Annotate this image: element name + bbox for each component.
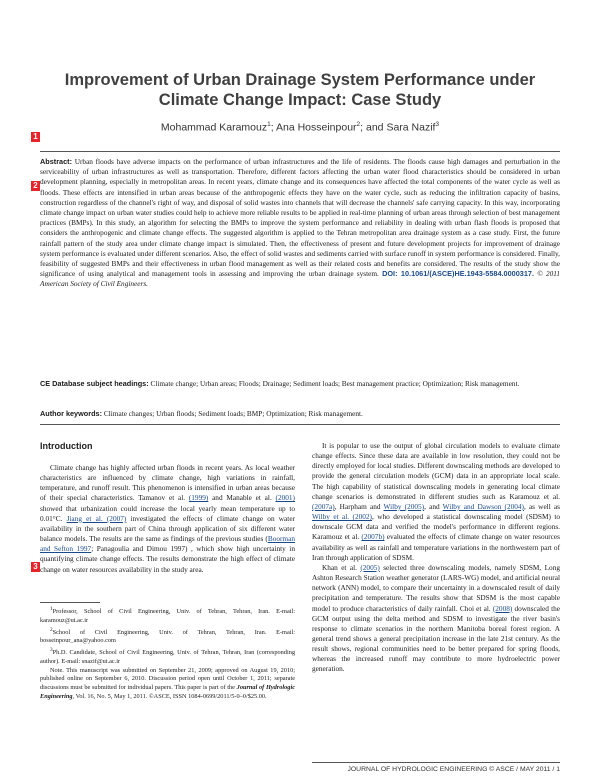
citation-link[interactable]: (2001) [275, 493, 295, 503]
citation-link[interactable]: (2007a) [312, 501, 335, 511]
citation-link[interactable]: (2008) [492, 603, 513, 613]
doi-link[interactable]: DOI: 10.1061/(ASCE)HE.1943-5584.0000317. [382, 269, 534, 279]
abstract-top-rule [40, 151, 560, 152]
affiliation-mark: 1 [267, 121, 271, 128]
right-column-body [312, 441, 560, 675]
keywords-text: Climate changes; Urban floods; Sediment loads; BMP; Optimization; Risk management. [103, 409, 363, 418]
abstract [40, 157, 560, 290]
paper-title: Improvement of Urban Drainage System Performance under Climate Change Impact: Case Study [64, 71, 536, 109]
ce-subject-headings [40, 379, 560, 389]
footnotes [40, 605, 295, 701]
body-paragraph: Khan et al. (2005) selected three downscaling models, namely SDSM, Long Ashton Research Station weather generator (LARS-WG) model, and artificial neural network (ANN) model, to compare their uncertainty in a downscaled result of daily precipitation and temperature. The results show that SDSM is the most capable model to produce characteristics of daily rainfall. Choi et al. (2008) downscaled the GCM output using the delta method and SDSM to investigate the river basin's response to climate scenarios in the northern Manitoba boreal forest region. A general trend shows a general precipitation increase in the late 21st century. As the result shows, regional communities need to be better prepared for spring floods, whereas the increased runoff may contribute to more hydroelectric power generation. [312, 562, 560, 674]
citation-link[interactable]: (2005) [360, 562, 380, 572]
annotation-marker-3[interactable]: 3 [31, 562, 40, 572]
author-name: ; and Sara Nazif [360, 121, 436, 134]
keywords-label: Author keywords: [40, 409, 103, 418]
affiliation-mark: 2 [356, 121, 361, 128]
ce-headings-label: CE Database subject headings: [40, 379, 149, 388]
citation-link[interactable]: Boorman and Sefton 1997 [40, 534, 295, 554]
left-column-body [40, 463, 295, 575]
running-footer: JOURNAL OF HYDROLOGIC ENGINEERING © ASCE / MAY 2011 / 1 [347, 766, 560, 773]
footnote-2: $^2$School of Civil Engineering, Univ. of Tehran, Tehran, Iran. E-mail: bosseinpour_ana@yahoo.com [40, 626, 295, 645]
footer-rule [312, 762, 560, 763]
citation-link[interactable]: (1999) [188, 493, 209, 503]
annotation-marker-1[interactable]: 1 [31, 132, 40, 142]
section-heading-introduction: Introduction [40, 441, 93, 451]
abstract-label: Abstract: [40, 157, 73, 166]
footnote-1: $^1$Professor, School of Civil Engineering, Univ. of Tehran, Tehran, Iran. E-mail: karamouz@ut.ac.ir [40, 606, 295, 624]
keywords-bottom-rule [40, 424, 560, 425]
copyright: © 2011 American Society of Civil Engineers. [40, 269, 561, 289]
citation-link[interactable]: Jiang et al. (2007) [66, 513, 127, 523]
submission-note: Note. This manuscript was submitted on September 21, 2009; approved on August 19, 2010; published online on September 6, 2010. Discussion period open until October 1, 2011; separate discussions must be submitted for individual papers. This paper is part of the Journal of Hydrologic Engineering, Vol. 16, No. 5, May 1, 2011. ©ASCE, ISSN 1084-0699/2011/5-0–0/$25.00. [40, 666, 295, 700]
abstract-text: Urban floods have adverse impacts on the performance of urban infrastructures and the life of residents. The floods cause high damages and perturbation in the serviceability of urban infrastructures as well as transportation. Therefore, different factors affecting the urban water flood characteristics should be considered in urban development planning, especially in metropolitan areas. In recent years, climate change and its consequences have affected the total components of the water cycle as well as floods. These effects are intensified in urban areas because of the anthropogenic effects they have on the water cycle, such as reducing the infiltration capacity of basins, construction regardless of the channel's right of way, and disposal of solid wastes into channels that will decrease the channels' safe carrying capacity. In this way, incorporating climate change impact on urban water studies could help to achieve more reliable results to be applied in real-time planning of urban areas through selection of best management practices (BMPs). In this study, an algorithm for selecting the BMPs to improve the system performance and reliability in dealing with urban flash floods is proposed that considers the anthropogenic and climate change effects. The suggested algorithm is applied to the Tehran metropolitan area drainage system as a case study. First, the future rainfall pattern of the study area under climate change impact is simulated. Then, the effectiveness of present and future development projects for improvement of drainage system performance is evaluated under different scenarios. Also, the effect of solid wastes and sediments carried with surface runoff in system performance is considered. Finally, feasibility of suggested BMPs and their effectiveness in urban flood management as well as their related costs and benefits are considered. The results of the study show the significance of using analytical and management tools in assessing and improving the urban drainage system. [40, 157, 561, 279]
author-list [40, 121, 560, 134]
journal-name: Journal of Hydrologic Engineering [40, 683, 295, 700]
annotation-marker-2[interactable]: 2 [31, 181, 40, 191]
citation-link[interactable]: Wilby (2005) [383, 501, 425, 511]
citation-link[interactable]: Wilby and Dawson (2004) [442, 501, 524, 511]
citation-link[interactable]: Wilby et al. (2002) [312, 512, 372, 522]
intro-paragraph: Climate change has highly affected urban floods in recent years. As local weather characteristics are influenced by climate change, high variations in rainfall, temperature, and runoff result. This phenomenon is intensified in urban areas because of their special characteristics. Tamanov et al. (1999) and Manable et al. (2001) showed that urbanization could increase the local yearly mean temperature up to 0.01°C. Jiang et al. (2007) investigated the effects of climate change on water availability in the southern part of China through application of six different water balance models. The results are the same as findings of the previous studies (Boorman and Sefton 1997; Panagoulia and Dimou 1997) , which show high uncertainty in quantifying climate change effects. The results demonstrate the high effect of climate change on water resources availability in the study area. [40, 463, 295, 574]
author-keywords [40, 409, 560, 419]
citation-link[interactable]: (2007b) [361, 532, 385, 542]
body-paragraph: It is popular to use the output of global circulation models to evaluate climate change effects. Since these data are available in low resolution, they could not be directly employed for local studies. Different downscaling methods are developed to provide the general circulation models (GCM) data in an appropriate local scale. The high capability of statistical downscaling models in generating local climate change scenarios is demonstrated in different studies such as Karamouz et al. (2007a), Harpham and Wilby (2005), and Wilby and Dawson (2004), as well as Wilby et al. (2002), who developed a statistical downscaling model (SDSM) to downscale GCM data and verified the model's performance in different regions. Karamouz et al. (2007b) evaluated the effects of climate change on water resources availability as well as rainfall and temperature variations in the northwestern part of Iran through application of SDSM. [312, 441, 560, 562]
ce-headings-text: Climate change; Urban areas; Floods; Drainage; Sediment loads; Best management practice; Optimization; Risk management. [150, 379, 520, 388]
author-name: Mohammad Karamouz [160, 121, 268, 134]
affiliation-mark: 3 [435, 121, 440, 128]
footnote-3: $^3$Ph.D. Candidate, School of Civil Engineering, Univ. of Tehran, Tehran, Iran (corresponding author). E-mail: snazif@ut.ac.ir [40, 647, 295, 665]
footnote-rule [40, 602, 100, 603]
author-name: ; Ana Hosseinpour [270, 121, 357, 134]
